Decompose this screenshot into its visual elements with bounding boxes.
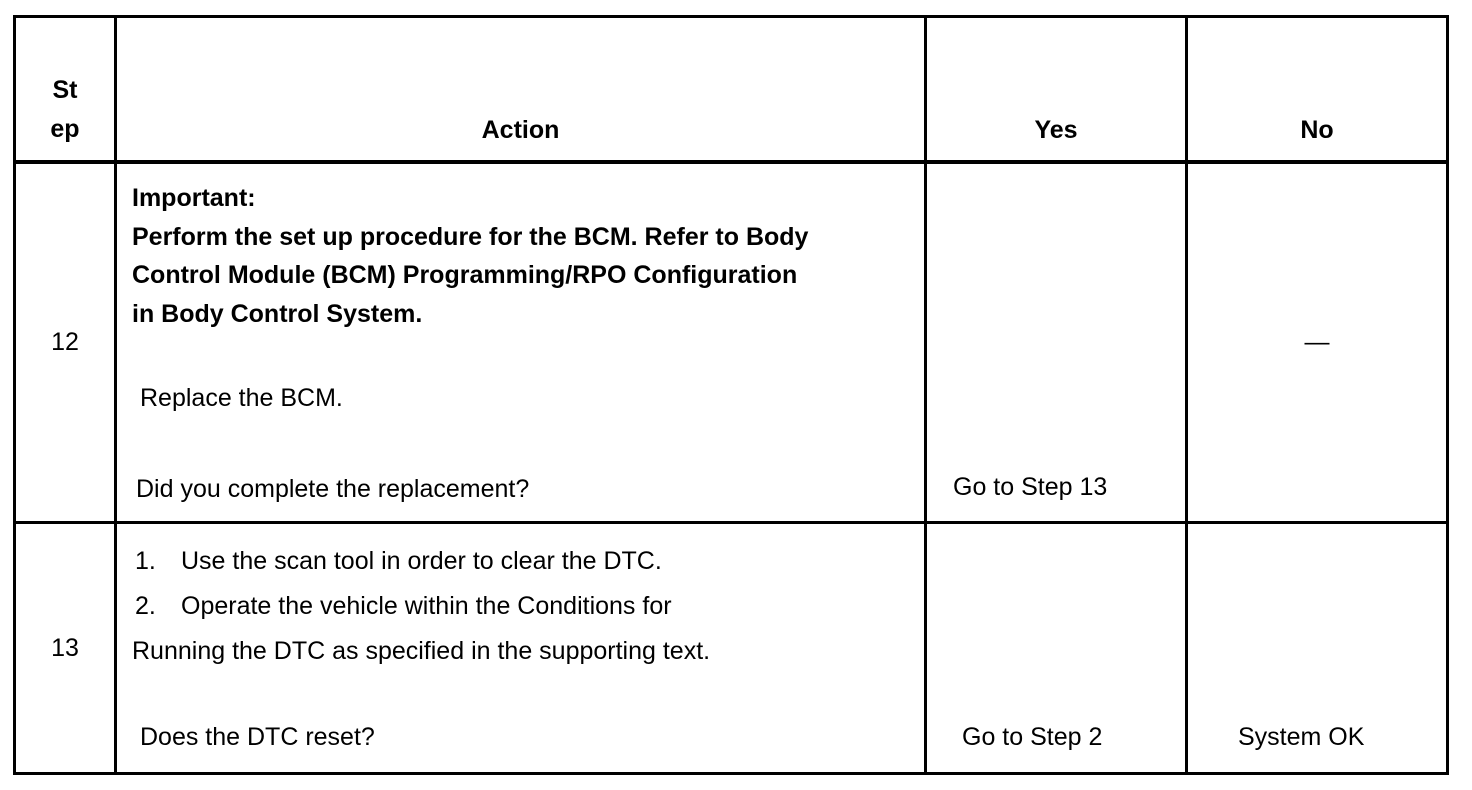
row-12-question: Did you complete the replacement?	[136, 475, 530, 503]
row-divider	[13, 521, 1449, 524]
list-number: 1.	[135, 547, 156, 575]
header-bottom-border	[13, 160, 1449, 164]
row-13-list-item	[135, 587, 672, 625]
row-12-instruction: Replace the BCM.	[140, 384, 343, 412]
row-12-important-line-1: Perform the set up procedure for the BCM. Refer to Body	[132, 223, 809, 251]
header-step-line1: St	[52, 76, 78, 104]
row-13-list-item	[135, 542, 662, 580]
diagnostic-table	[13, 15, 1449, 775]
row-13-question: Does the DTC reset?	[140, 723, 375, 751]
row-13-no: System OK	[1238, 723, 1365, 751]
header-yes: Yes	[1034, 116, 1078, 144]
row-12-yes: Go to Step 13	[953, 473, 1108, 501]
row-12-step: 12	[51, 328, 79, 356]
header-step-line2: ep	[50, 115, 80, 143]
row-13-step: 13	[51, 634, 79, 662]
table-bottom-border	[13, 772, 1449, 775]
list-text: Operate the vehicle within the Conditions for	[181, 592, 672, 620]
table-right-border	[1446, 15, 1449, 775]
header-action: Action	[481, 116, 560, 144]
row-12-important-line-2: Control Module (BCM) Programming/RPO Configuration	[132, 261, 798, 289]
header-step	[16, 71, 114, 149]
row-12-important-line-3: in Body Control System.	[132, 300, 423, 328]
row-13-continuation: Running the DTC as specified in the supporting text.	[132, 637, 711, 665]
table-top-border	[13, 15, 1449, 18]
header-no: No	[1300, 116, 1334, 144]
list-number: 2.	[135, 592, 156, 620]
row-13-yes: Go to Step 2	[962, 723, 1103, 751]
row-12-important-label: Important:	[132, 184, 256, 212]
row-12-no-dash: —	[1304, 328, 1330, 356]
list-text: Use the scan tool in order to clear the DTC.	[181, 547, 662, 575]
